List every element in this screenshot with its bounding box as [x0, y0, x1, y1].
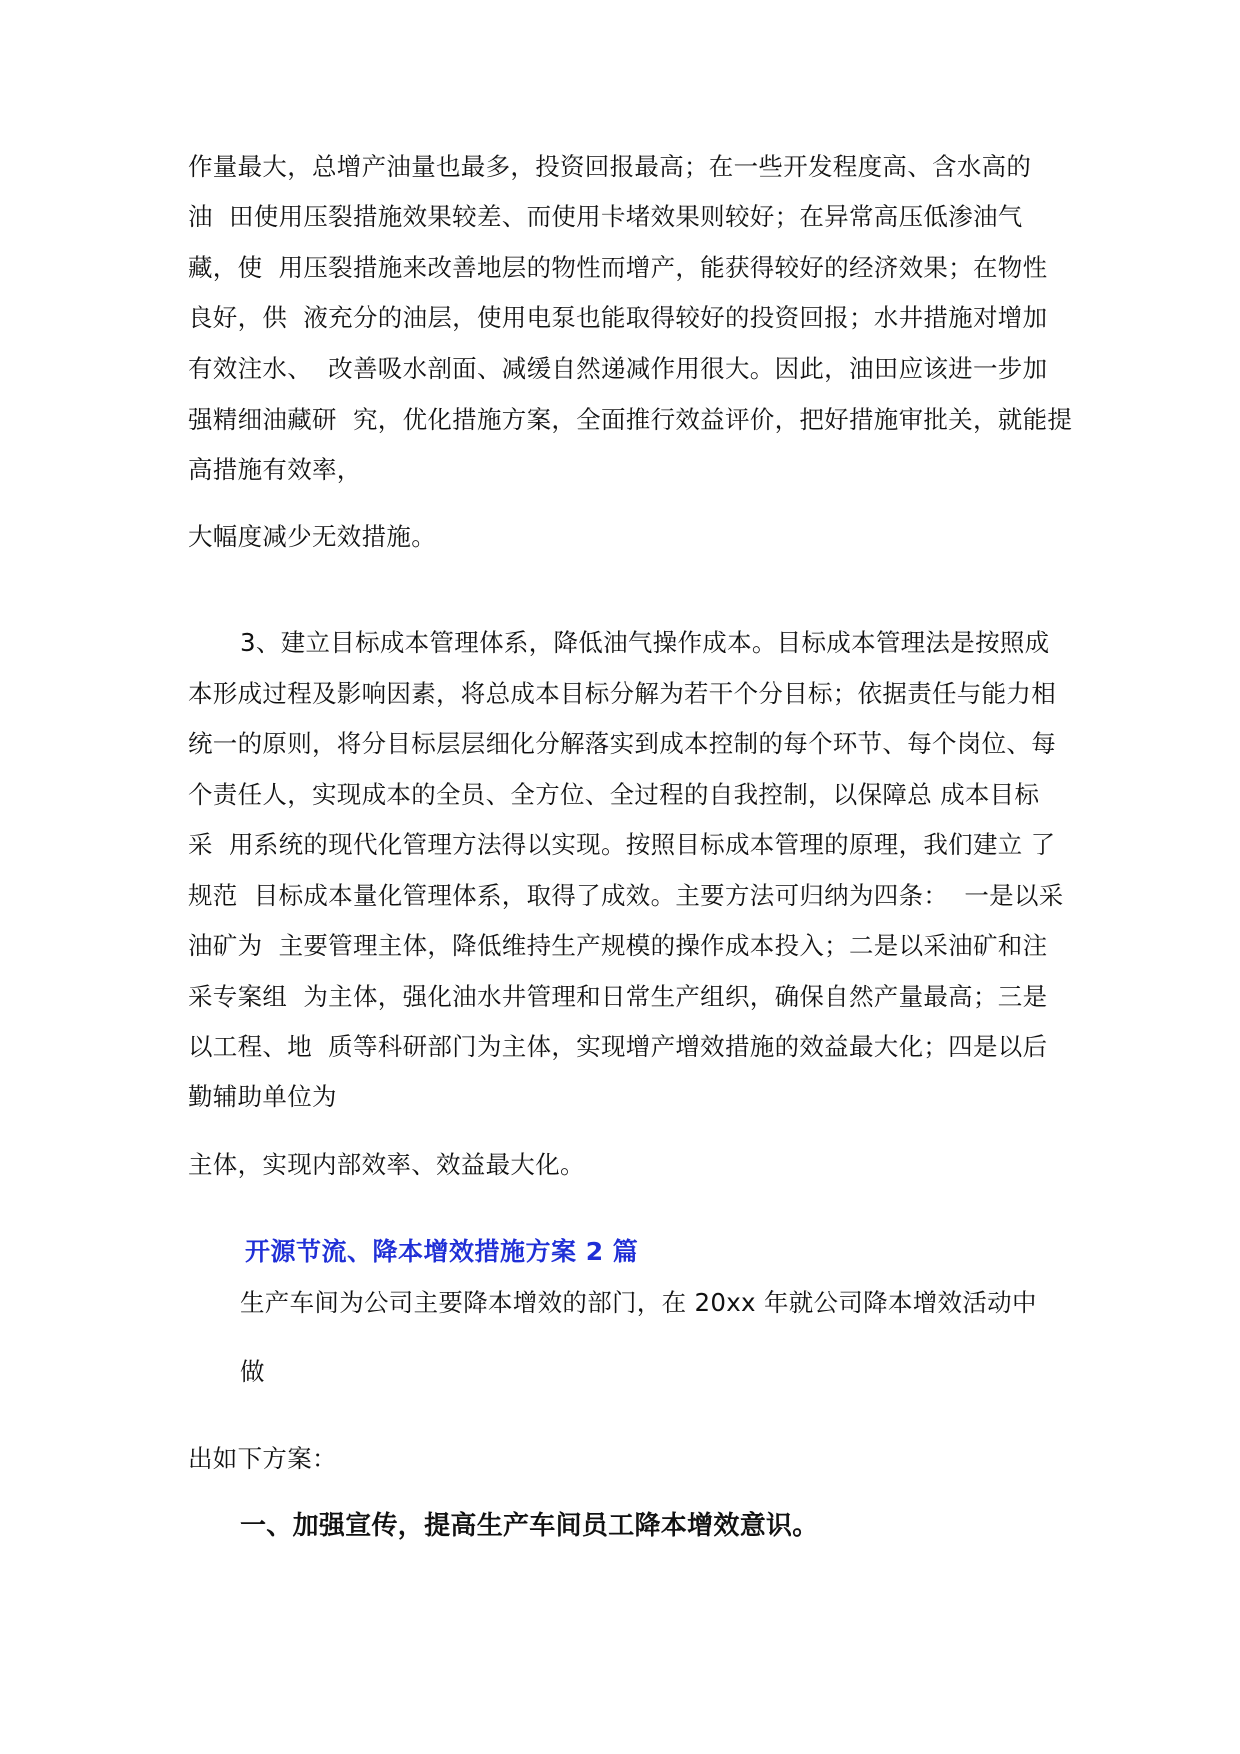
paragraph2-line-3: 统一的原则，将分目标层层细化分解落实到成本控制的每个环节、每个岗位、每 — [188, 729, 1056, 758]
paragraph1-line-5: 有效注水、 改善吸水剖面、减缓自然递减作用很大。因此，油田应该进一步加 — [188, 354, 1048, 383]
paragraph2-line-10: 勤辅助单位为 — [188, 1082, 337, 1111]
paragraph1-tail: 大幅度减少无效措施。 — [188, 522, 436, 551]
section-title: 开源节流、降本增效措施方案 2 篇 — [245, 1237, 639, 1266]
paragraph2-line-9: 以工程、地 质等科研部门为主体，实现增产增效措施的效益最大化；四是以后 — [188, 1032, 1048, 1061]
paragraph2-line-2: 本形成过程及影响因素，将总成本目标分解为若干个分目标；依据责任与能力相 — [188, 679, 1056, 708]
paragraph2-line-7: 油矿为 主要管理主体，降低维持生产规模的操作成本投入；二是以采油矿和注 — [188, 931, 1048, 960]
section-intro-tail: 出如下方案： — [188, 1444, 337, 1473]
paragraph2-line-1: 3、建立目标成本管理体系，降低油气操作成本。目标成本管理法是按照成 — [240, 628, 1050, 657]
paragraph1-line-7: 高措施有效率， — [188, 455, 362, 484]
section-intro-line-2: 做 — [240, 1357, 265, 1386]
paragraph1-line-1: 作量最大，总增产油量也最多，投资回报最高；在一些开发程度高、含水高的 — [188, 152, 1032, 181]
paragraph1-line-3: 藏，使 用压裂措施来改善地层的物性而增产，能获得较好的经济效果；在物性 — [188, 253, 1048, 282]
paragraph1-line-2: 油 田使用压裂措施效果较差、而使用卡堵效果则较好；在异常高压低渗油气 — [188, 202, 1023, 231]
paragraph1-line-6: 强精细油藏研 究，优化措施方案，全面推行效益评价，把好措施审批关，就能提 — [188, 405, 1073, 434]
paragraph2-line-6: 规范 目标成本量化管理体系，取得了成效。主要方法可归纳为四条： 一是以采 — [188, 881, 1064, 910]
section-intro-line-1: 生产车间为公司主要降本增效的部门，在 20xx 年就公司降本增效活动中 — [240, 1288, 1037, 1317]
paragraph2-line-5: 采 用系统的现代化管理方法得以实现。按照目标成本管理的原理，我们建立 了 — [188, 830, 1056, 859]
paragraph1-line-4: 良好，供 液充分的油层，使用电泵也能取得较好的投资回报；水井措施对增加 — [188, 303, 1048, 332]
paragraph2-line-4: 个责任人，实现成本的全员、全方位、全过程的自我控制，以保障总 成本目标 — [188, 780, 1040, 809]
subheading-1: 一、加强宣传，提高生产车间员工降本增效意识。 — [240, 1511, 819, 1541]
paragraph2-tail: 主体，实现内部效率、效益最大化。 — [188, 1150, 585, 1179]
paragraph2-line-8: 采专案组 为主体，强化油水井管理和日常生产组织，确保自然产量最高；三是 — [188, 982, 1048, 1011]
